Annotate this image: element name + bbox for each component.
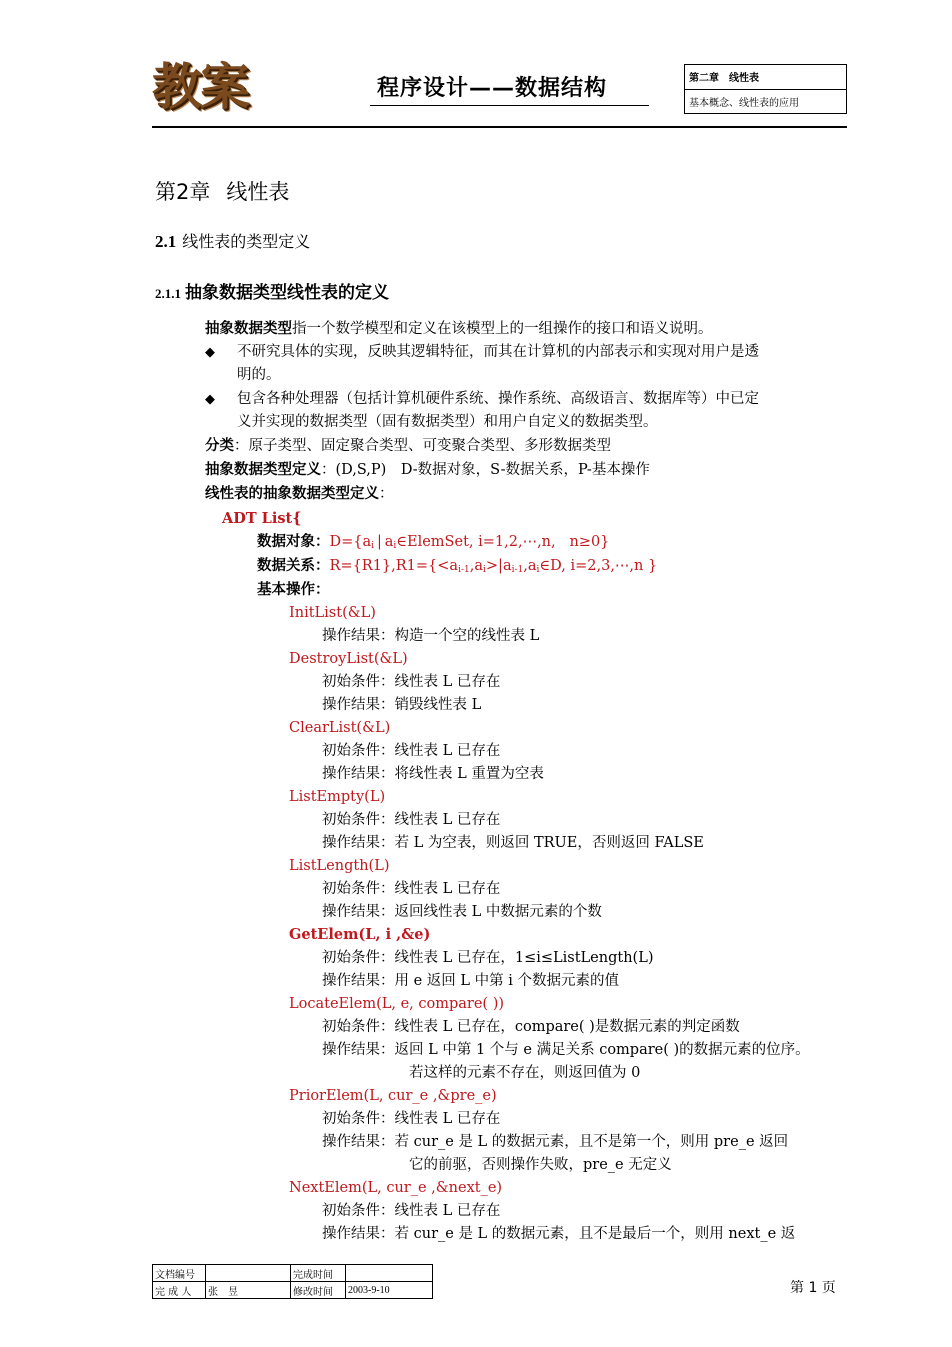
chapter-number: 第2章 [155,180,211,204]
list-adt-label: 线性表的抽象数据类型定义 [205,486,379,502]
op-nextelem: NextElem(L, cur_e ,&next_e) [289,1180,503,1196]
header-rule [152,126,847,128]
section-number: 2.1 [155,232,177,251]
intro-term: 抽象数据类型 [205,321,292,337]
op-locateelem-result-cont: 若这样的元素不存在，则返回值为 0 [409,1065,641,1081]
op-getelem-pre: 初始条件：线性表 L 已存在，1≤i≤ListLength(L) [322,950,654,966]
diamond-bullet-icon: ◆ [205,392,215,407]
course-title-underline [370,105,649,106]
op-clearlist-pre: 初始条件：线性表 L 已存在 [322,743,501,759]
chapter-name: 线性表 [226,180,290,204]
classification-rest: ：原子类型、固定聚合类型、可变聚合类型、多形数据类型 [234,438,611,454]
op-locateelem-pre: 初始条件：线性表 L 已存在，compare( )是数据元素的判定函数 [322,1019,740,1035]
course-title: 程序设计——数据结构 [377,76,608,101]
doc-number-value [206,1265,291,1282]
footer-info-table [152,1264,433,1299]
classification-line [205,436,611,456]
op-listempty-result: 操作结果：若 L 为空表，则返回 TRUE，否则返回 FALSE [322,835,704,851]
op-nextelem-pre: 初始条件：线性表 L 已存在 [322,1203,501,1219]
diamond-bullet-icon: ◆ [205,345,215,360]
op-listempty: ListEmpty(L) [289,789,386,805]
op-getelem-result: 操作结果：用 e 返回 L 中第 i 个数据元素的值 [322,973,620,989]
bullet1-line2: 明的。 [237,367,281,383]
bullet1-line1: 不研究具体的实现，反映其逻辑特征，而其在计算机的内部表示和实现对用户是透 [237,344,759,360]
op-destroylist-pre: 初始条件：线性表 L 已存在 [322,674,501,690]
bullet2-line1: 包含各种处理器（包括计算机硬件系统、操作系统、高级语言、数据库等）中已定 [237,391,759,407]
adt-definition-label: 抽象数据类型定义 [205,462,321,478]
modify-time-label: 修改时间 [291,1282,346,1299]
bullet2-line2: 义并实现的数据类型（固有数据类型）和用户自定义的数据类型。 [237,414,658,430]
author-value: 张 昱 [206,1282,291,1299]
basic-ops-label: 基本操作： [257,582,330,598]
section-heading [155,230,310,254]
doc-number-label: 文档编号 [153,1265,206,1282]
subsection-number: 2.1.1 [155,286,181,301]
list-adt-colon: ： [379,486,394,502]
op-clearlist-result: 操作结果：将线性表 L 重置为空表 [322,766,544,782]
op-priorelem-result: 操作结果：若 cur_e 是 L 的数据元素，且不是第一个，则用 pre_e 返回 [322,1134,789,1150]
done-time-label: 完成时间 [291,1265,346,1282]
op-locateelem-result: 操作结果：返回 L 中第 1 个与 e 满足关系 compare( )的数据元素的位序。 [322,1042,810,1058]
data-relation-formula: $R=\{R1\},R1=\{<a_{i-1},a_i>|a_{i-1},a_i\in D$, i=2,3,⋯,n } [329,558,658,575]
adt-definition-rest: ：(D,S,P) D-数据对象，S-数据关系，P-基本操作 [321,462,650,478]
footer-row [153,1265,433,1282]
op-priorelem-pre: 初始条件：线性表 L 已存在 [322,1111,501,1127]
page-number: 第 1 页 [790,1280,836,1296]
intro-rest: 指一个数学模型和定义在该模型上的一组操作的接口和语义说明。 [292,321,713,337]
op-listlength: ListLength(L) [289,858,390,874]
op-nextelem-result: 操作结果：若 cur_e 是 L 的数据元素，且不是最后一个，则用 next_e 返 [322,1226,796,1242]
data-object-formula: $D=\{a_i$ | $a_i\in ElemSet$, i=1,2,⋯,n, n≥0} [329,534,610,551]
op-priorelem: PriorElem(L, cur_e ,&pre_e) [289,1088,497,1104]
adt-definition-line [205,460,650,480]
header-topic-label: 基本概念、线性表的应用 [689,98,799,109]
author-label: 完 成 人 [153,1282,206,1299]
op-initlist: InitList(&L) [289,605,376,621]
data-object-label: 数据对象： [257,534,330,550]
op-priorelem-result-cont: 它的前驱，否则操作失败，pre_e 无定义 [409,1157,672,1173]
op-locateelem: LocateElem(L, e, compare( )) [289,996,505,1012]
adt-list-open: ADT List{ [222,510,302,527]
classification-label: 分类 [205,438,234,454]
list-adt-line [205,484,394,504]
footer-row [153,1282,433,1299]
chapter-title [155,178,289,206]
done-time-value [346,1265,433,1282]
header-chapter-label: 第二章 线性表 [689,73,759,84]
data-object-line [257,532,609,556]
op-listlength-pre: 初始条件：线性表 L 已存在 [322,881,501,897]
data-relation-line [257,556,657,580]
op-getelem: GetElem(L, i ,&e) [289,926,431,943]
modify-time-value: 2003-9-10 [346,1282,433,1299]
subsection-heading [155,281,389,306]
intro-paragraph [205,319,713,339]
logo-jiaoan: 教案 [152,57,248,116]
section-title: 线性表的类型定义 [182,232,311,251]
op-listlength-result: 操作结果：返回线性表 L 中数据元素的个数 [322,904,602,920]
op-clearlist: ClearList(&L) [289,720,391,736]
header-chapter-box [684,64,847,114]
subsection-title: 抽象数据类型线性表的定义 [185,283,389,303]
op-initlist-result: 操作结果：构造一个空的线性表 L [322,628,540,644]
op-destroylist: DestroyList(&L) [289,651,408,667]
data-relation-label: 数据关系： [257,558,330,574]
op-listempty-pre: 初始条件：线性表 L 已存在 [322,812,501,828]
op-destroylist-result: 操作结果：销毁线性表 L [322,697,482,713]
header-box-divider [685,89,846,90]
